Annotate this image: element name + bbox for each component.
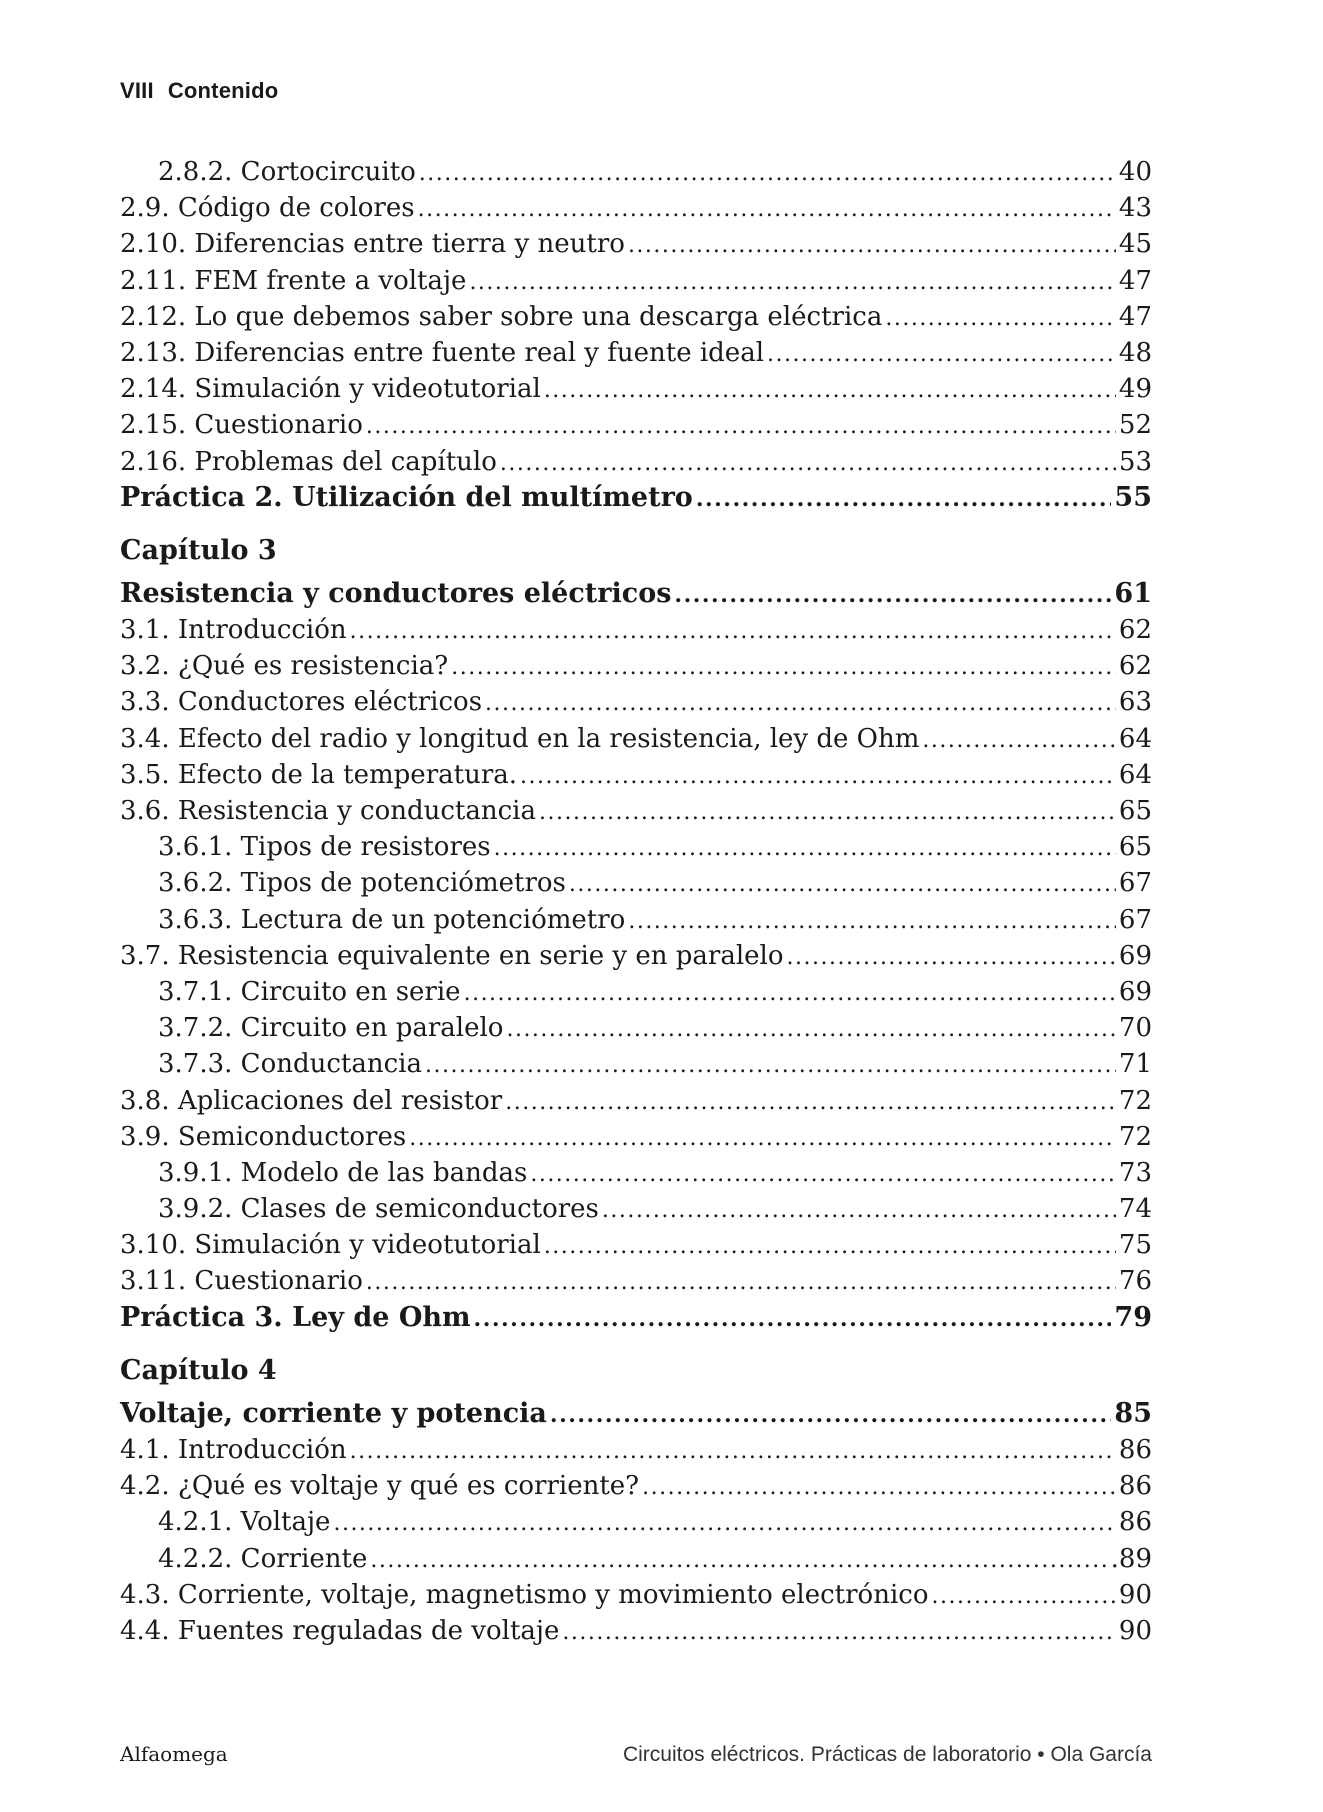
toc-entry-label: 3.10. Simulación y videotutorial (120, 1230, 541, 1261)
toc-entry-page: 85 (1114, 1397, 1152, 1429)
toc-entry-label: 4.4. Fuentes reguladas de voltaje (120, 1615, 560, 1646)
toc-entry-page: 47 (1118, 301, 1152, 332)
toc-entry-label: 3.7.3. Conductancia (158, 1049, 422, 1080)
toc-entry-page: 62 (1118, 615, 1152, 646)
dot-leader (674, 577, 1111, 613)
dot-leader (642, 1470, 1116, 1506)
toc-entry[interactable] (120, 1010, 1152, 1046)
dot-leader (350, 614, 1116, 650)
toc-entry[interactable] (120, 1191, 1152, 1227)
dot-leader (767, 337, 1116, 373)
toc-entry[interactable] (120, 371, 1152, 407)
toc-entry-label: 2.16. Problemas del capítulo (120, 446, 497, 477)
toc-entry-label: 3.6. Resistencia y conductancia (120, 796, 536, 826)
toc-entry-label: 4.1. Introducción (120, 1435, 347, 1465)
page-number: VIII (120, 78, 154, 103)
toc-entry-label: 4.2.1. Voltaje (158, 1507, 331, 1538)
toc-entry-page: 76 (1118, 1266, 1152, 1297)
toc-entry-page: 90 (1118, 1579, 1152, 1610)
toc-entry-page: .89 (1110, 1543, 1152, 1574)
toc-entry-page: 48 (1118, 337, 1152, 368)
toc-entry-label: 4.2.2. Corriente (158, 1543, 368, 1574)
toc-entry[interactable] (120, 190, 1152, 226)
running-header (120, 78, 278, 104)
toc-entry-page: 49 (1118, 374, 1152, 405)
dot-leader (366, 409, 1116, 445)
toc-entry-label: 2.10. Diferencias entre tierra y neutro (120, 229, 625, 260)
toc-entry-label: Voltaje, corriente y potencia (120, 1397, 547, 1429)
toc-entry-label: 3.1. Introducción (120, 615, 347, 646)
dot-leader (464, 976, 1116, 1012)
running-footer (120, 1742, 1152, 1767)
dot-leader (787, 940, 1116, 976)
toc-entry-label: 3.6.3. Lectura de un potenciómetro (158, 904, 626, 935)
toc-entry-page: 70 (1118, 1013, 1152, 1044)
dot-leader (628, 228, 1116, 264)
dot-leader (885, 301, 1116, 337)
toc-entry[interactable] (120, 1227, 1152, 1263)
toc-entry[interactable] (120, 444, 1152, 480)
dot-leader (451, 650, 1116, 686)
dot-leader (425, 1048, 1116, 1084)
toc-entry-label: 3.7. Resistencia equivalente en serie y en paralelo (120, 940, 784, 971)
toc-entry-page: 86 (1118, 1471, 1152, 1502)
dot-leader (419, 156, 1116, 192)
toc-entry-label: 3.7.2. Circuito en paralelo (158, 1013, 504, 1044)
dot-leader (520, 759, 1116, 795)
toc-entry-page: 86 (1118, 1507, 1152, 1538)
toc-entry-page: 71 (1118, 1049, 1152, 1080)
toc-entry-page: 55 (1114, 481, 1152, 513)
toc-entry-page: 61 (1114, 577, 1152, 609)
toc-entry[interactable] (120, 938, 1152, 974)
toc-entry[interactable] (120, 407, 1152, 443)
toc-entry[interactable] (120, 335, 1152, 371)
toc-entry-label: 2.8.2. Cortocircuito (158, 157, 416, 187)
dot-leader (366, 1265, 1116, 1301)
dot-leader (370, 1543, 1107, 1579)
toc-entry-page: 69 (1118, 940, 1152, 971)
toc-entry[interactable] (120, 226, 1152, 262)
dot-leader (500, 446, 1116, 482)
toc-entry-label: 2.15. Cuestionario (120, 410, 363, 441)
dot-leader (931, 1579, 1115, 1615)
toc-entry-page: 62 (1118, 651, 1152, 682)
toc-entry[interactable] (120, 612, 1152, 648)
toc-entry-page: 43 (1118, 193, 1152, 224)
toc-entry[interactable] (120, 480, 1152, 516)
toc-entry-page: 64 (1118, 723, 1152, 754)
toc-entry[interactable] (120, 1504, 1152, 1540)
dot-leader (485, 686, 1116, 722)
toc-entry[interactable] (120, 1577, 1152, 1613)
toc-entry-page: 40 (1118, 157, 1152, 187)
toc-entry[interactable] (120, 1396, 1152, 1432)
dot-leader (569, 867, 1116, 903)
toc-entry-label: 4.3. Corriente, voltaje, magnetismo y movimiento electrónico (120, 1579, 929, 1610)
toc-entry-label: 2.9. Código de colores (120, 193, 415, 224)
toc-entry-page: 65 (1118, 796, 1152, 826)
toc-entry-page: 79 (1114, 1301, 1152, 1333)
toc-entry-label: 3.9. Semiconductores (120, 1121, 407, 1152)
toc-entry-page: 75 (1118, 1230, 1152, 1261)
toc-entry-label: 3.8. Aplicaciones del resistor (120, 1085, 503, 1116)
toc-entry[interactable] (120, 974, 1152, 1010)
toc-entry[interactable] (120, 793, 1152, 829)
chapter-heading: Capítulo 4 (120, 1354, 277, 1386)
toc-entry-label: 3.6.1. Tipos de resistores (158, 832, 491, 863)
toc-entry[interactable] (120, 299, 1152, 335)
toc-entry-label: 3.9.2. Clases de semiconductores (158, 1194, 599, 1225)
publisher-name: Alfaomega (120, 1742, 228, 1766)
toc-entry-page: 65 (1118, 832, 1152, 863)
dot-leader (506, 1012, 1115, 1048)
dot-leader (544, 373, 1116, 409)
toc-entry-label: Práctica 3. Ley de Ohm (120, 1301, 471, 1333)
header-title: Contenido (167, 78, 279, 103)
toc-entry-label: 2.12. Lo que debemos saber sobre una descarga eléctrica (120, 301, 883, 332)
toc-entry[interactable] (120, 684, 1152, 720)
toc-entry[interactable] (120, 263, 1152, 299)
toc-entry[interactable] (120, 1083, 1152, 1119)
toc-entry[interactable] (120, 1541, 1152, 1577)
toc-entry[interactable] (120, 1263, 1152, 1299)
toc-entry-page: 86 (1118, 1435, 1152, 1465)
toc-entry-label: 3.5. Efecto de la temperatura. (120, 759, 518, 790)
toc-entry-page: 69 (1118, 976, 1152, 1007)
toc-entry-label: 3.4. Efecto del radio y longitud en la resistencia, ley de Ohm (120, 723, 920, 754)
toc-entry-label: 2.11. FEM frente a voltaje (120, 265, 467, 296)
toc-entry[interactable] (120, 1155, 1152, 1191)
dot-leader (544, 1229, 1116, 1265)
toc-entry-page: 64 (1118, 759, 1152, 790)
toc-entry[interactable] (120, 576, 1152, 612)
toc-entry[interactable] (120, 757, 1152, 793)
dot-leader (539, 795, 1116, 831)
toc-entry-label: 3.7.1. Circuito en serie (158, 976, 461, 1007)
toc-entry[interactable] (120, 1119, 1152, 1155)
toc-entry-label: 3.3. Conductores eléctricos (120, 687, 483, 718)
toc-entry-page: 72 (1118, 1085, 1152, 1116)
toc-entry-page: 74 (1118, 1194, 1152, 1225)
toc-entry-page: 47 (1118, 265, 1152, 296)
toc-entry-page: 63 (1118, 687, 1152, 718)
toc-entry-label: 3.11. Cuestionario (120, 1266, 363, 1297)
toc-entry[interactable] (120, 865, 1152, 901)
dot-leader (505, 1085, 1116, 1121)
toc-entry-page: 52 (1118, 410, 1152, 441)
toc-entry-page: 67 (1118, 868, 1152, 899)
dot-leader (494, 831, 1116, 867)
dot-leader (469, 265, 1115, 301)
toc-entry-label: 3.6.2. Tipos de potenciómetros (158, 868, 566, 899)
dot-leader (474, 1301, 1112, 1337)
toc-entry[interactable] (120, 1046, 1152, 1082)
toc-entry-page: 90 (1118, 1615, 1152, 1646)
table-of-contents (120, 154, 1152, 1649)
toc-entry-label: 2.14. Simulación y videotutorial (120, 374, 541, 405)
dot-leader (418, 192, 1116, 228)
toc-entry-page: 53 (1118, 446, 1152, 477)
toc-entry-page: 67 (1118, 904, 1152, 935)
chapter-heading: Capítulo 3 (120, 534, 277, 566)
book-title-author: Circuitos eléctricos. Prácticas de laboratorio • Ola García (622, 1743, 1152, 1766)
dot-leader (922, 723, 1116, 759)
toc-entry-label: 2.13. Diferencias entre fuente real y fuente ideal (120, 337, 765, 368)
dot-leader (333, 1506, 1115, 1542)
toc-entry[interactable] (120, 1432, 1152, 1468)
toc-entry-label: Práctica 2. Utilización del multímetro (120, 481, 693, 513)
toc-entry-page: 72 (1118, 1121, 1152, 1152)
toc-entry[interactable] (120, 829, 1152, 865)
dot-leader (550, 1397, 1112, 1433)
dot-leader (628, 904, 1116, 940)
toc-entry-label: 3.2. ¿Qué es resistencia? (120, 651, 449, 682)
toc-entry[interactable] (120, 154, 1152, 190)
dot-leader (409, 1121, 1116, 1157)
dot-leader (696, 481, 1112, 517)
toc-entry[interactable] (120, 1468, 1152, 1504)
dot-leader (562, 1615, 1116, 1651)
toc-entry-label: 3.9.1. Modelo de las bandas (158, 1157, 528, 1188)
dot-leader (530, 1157, 1116, 1193)
toc-entry[interactable] (120, 1613, 1152, 1649)
toc-entry-page: 73 (1118, 1157, 1152, 1188)
dot-leader (602, 1193, 1116, 1229)
toc-entry[interactable] (120, 721, 1152, 757)
dot-leader (350, 1434, 1116, 1470)
toc-entry-label: Resistencia y conductores eléctricos (120, 577, 672, 609)
toc-entry-label: 4.2. ¿Qué es voltaje y qué es corriente? (120, 1471, 640, 1502)
toc-entry-page: 45 (1118, 229, 1152, 260)
toc-entry[interactable] (120, 1300, 1152, 1336)
toc-entry[interactable] (120, 648, 1152, 684)
toc-entry[interactable] (120, 902, 1152, 938)
